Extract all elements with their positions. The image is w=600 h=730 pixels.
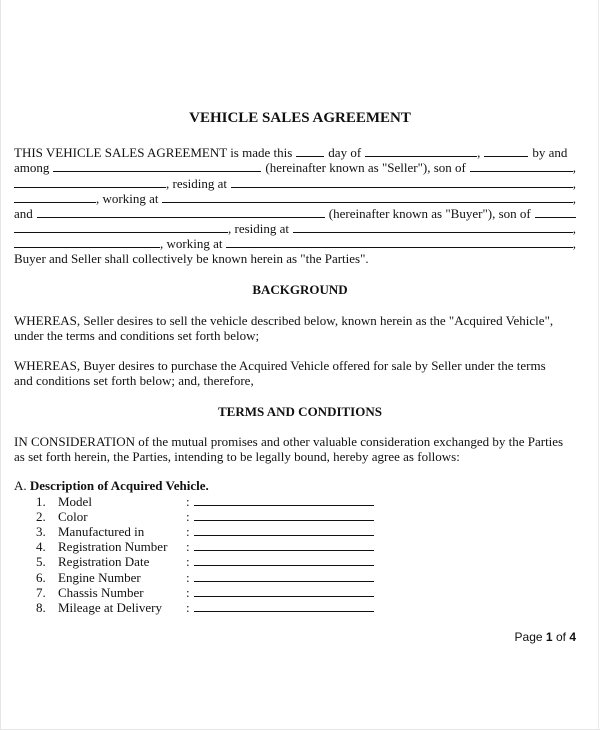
item-colon: : <box>186 494 190 509</box>
buyer-address-blank[interactable] <box>293 221 573 233</box>
intro-text: , <box>572 191 576 206</box>
intro-text: , residing at <box>166 176 228 191</box>
terms-p1-line2: as set forth herein, the Parties, intending to be legally bound, hereby agree as follows: <box>14 449 460 464</box>
item-number: 8. <box>36 600 46 615</box>
intro-text: , <box>572 176 576 191</box>
item-blank[interactable] <box>194 554 374 566</box>
list-item <box>36 494 374 509</box>
intro-text: by and <box>532 145 568 160</box>
list-item <box>36 524 374 539</box>
buyer-extra-blank[interactable] <box>14 221 228 233</box>
buyer-address-cont-blank[interactable] <box>14 236 160 248</box>
intro-line-3 <box>14 176 576 191</box>
section-title: Description of Acquired Vehicle. <box>29 478 209 493</box>
item-label: Model <box>58 494 92 509</box>
intro-text: , <box>572 160 576 175</box>
list-item <box>36 554 374 569</box>
list-item <box>36 539 374 554</box>
item-blank[interactable] <box>194 570 374 582</box>
intro-text: , <box>477 145 481 160</box>
intro-line-4 <box>14 191 576 206</box>
intro-text: , residing at <box>228 221 290 236</box>
year-blank[interactable] <box>484 145 528 157</box>
month-blank[interactable] <box>365 145 477 157</box>
seller-name-blank[interactable] <box>53 160 261 172</box>
item-number: 4. <box>36 539 46 554</box>
background-heading: BACKGROUND <box>252 282 348 297</box>
item-blank[interactable] <box>194 585 374 597</box>
list-item <box>36 600 374 615</box>
item-colon: : <box>186 585 190 600</box>
terms-p1-line1: IN CONSIDERATION of the mutual promises and other valuable consideration exchanged by the Parties <box>14 434 564 449</box>
intro-text: (hereinafter known as "Seller"), son of <box>265 160 466 175</box>
item-colon: : <box>186 570 190 585</box>
item-label: Color <box>58 509 88 524</box>
item-blank[interactable] <box>194 524 374 536</box>
background-p2-line2: and conditions set forth below; and, therefore, <box>14 373 254 388</box>
of-word: of <box>555 630 566 644</box>
background-p2-line1: WHEREAS, Buyer desires to purchase the Acquired Vehicle offered for sale by Seller under the terms <box>14 358 546 373</box>
intro-text: and <box>14 206 33 221</box>
background-p1-line1: WHEREAS, Seller desires to sell the vehicle described below, known herein as the "Acquired Vehicle", <box>14 313 554 328</box>
list-item <box>36 585 374 600</box>
seller-extra-blank[interactable] <box>14 176 166 188</box>
item-label: Chassis Number <box>58 585 144 600</box>
buyer-father-blank[interactable] <box>535 206 576 218</box>
item-blank[interactable] <box>194 509 374 521</box>
terms-heading: TERMS AND CONDITIONS <box>218 404 382 419</box>
page-number <box>515 630 576 644</box>
list-item <box>36 509 374 524</box>
intro-line-7 <box>14 236 576 251</box>
background-p1-line2: under the terms and conditions set forth below; <box>14 328 260 343</box>
item-label: Engine Number <box>58 570 141 585</box>
item-blank[interactable] <box>194 494 374 506</box>
current-page: 1 <box>545 630 553 644</box>
item-label: Manufactured in <box>58 524 145 539</box>
list-item <box>36 570 374 585</box>
intro-line-1 <box>14 145 576 160</box>
total-pages: 4 <box>569 630 576 644</box>
buyer-name-blank[interactable] <box>37 206 325 218</box>
intro-line-6 <box>14 221 576 236</box>
buyer-work-blank[interactable] <box>226 236 572 248</box>
intro-text: among <box>14 160 50 175</box>
item-colon: : <box>186 600 190 615</box>
day-blank[interactable] <box>296 145 324 157</box>
seller-address-cont-blank[interactable] <box>14 191 96 203</box>
intro-text: , working at <box>160 236 223 251</box>
seller-work-blank[interactable] <box>162 191 572 203</box>
parties-definition: Buyer and Seller shall collectively be known herein as "the Parties". <box>14 251 369 266</box>
item-number: 7. <box>36 585 46 600</box>
item-label: Registration Date <box>58 554 150 569</box>
document-title: VEHICLE SALES AGREEMENT <box>189 110 411 126</box>
item-colon: : <box>186 554 190 569</box>
item-number: 2. <box>36 509 46 524</box>
item-number: 6. <box>36 570 46 585</box>
intro-text: , <box>572 221 576 236</box>
intro-line-5 <box>14 206 576 221</box>
intro-text: , working at <box>96 191 159 206</box>
section-a-heading <box>14 478 209 493</box>
item-blank[interactable] <box>194 600 374 612</box>
item-label: Mileage at Delivery <box>58 600 162 615</box>
item-colon: : <box>186 539 190 554</box>
intro-text: , <box>572 236 576 251</box>
intro-text: day of <box>328 145 362 160</box>
item-number: 3. <box>36 524 46 539</box>
item-colon: : <box>186 509 190 524</box>
item-label: Registration Number <box>58 539 168 554</box>
item-colon: : <box>186 524 190 539</box>
intro-text: THIS VEHICLE SALES AGREEMENT is made this <box>14 145 293 160</box>
section-letter: A. <box>14 478 27 493</box>
seller-address-blank[interactable] <box>231 176 573 188</box>
intro-text: (hereinafter known as "Buyer"), son of <box>328 206 531 221</box>
item-number: 1. <box>36 494 46 509</box>
item-number: 5. <box>36 554 46 569</box>
seller-father-blank[interactable] <box>470 160 573 172</box>
item-blank[interactable] <box>194 539 374 551</box>
page-word: Page <box>514 630 543 644</box>
intro-line-2 <box>14 160 576 175</box>
